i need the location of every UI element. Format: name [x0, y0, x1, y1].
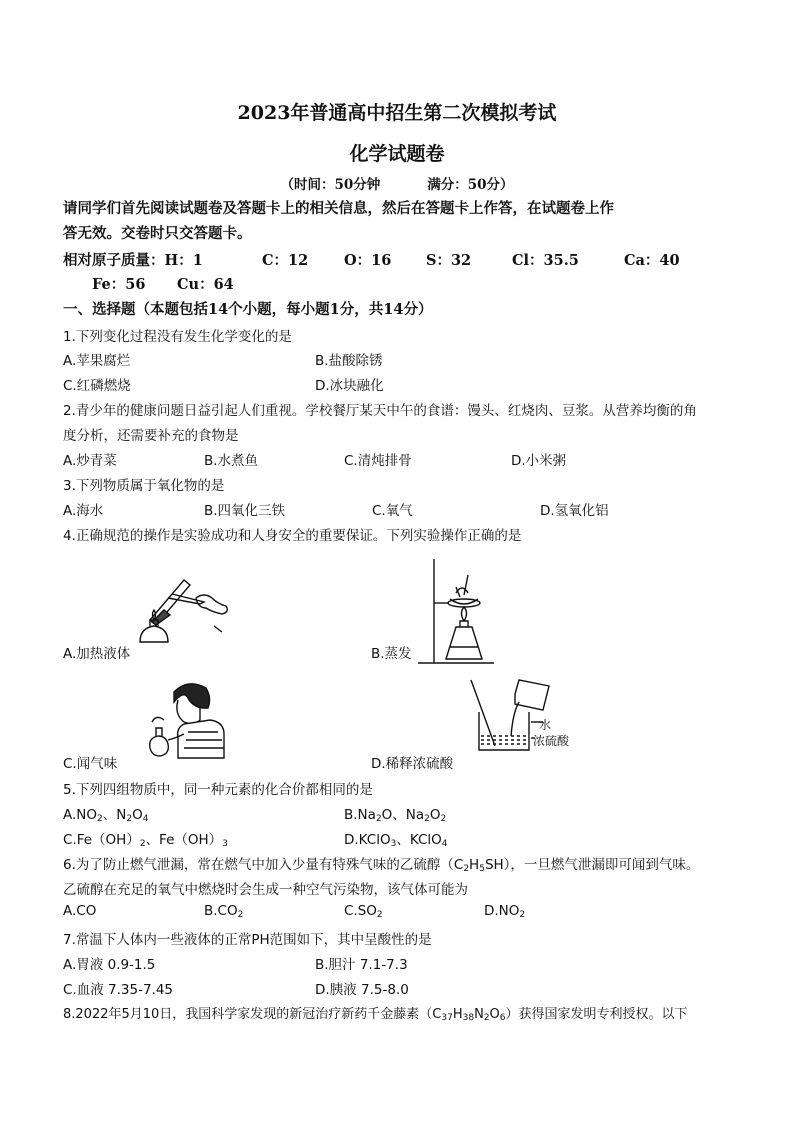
q7-stem: 7.常温下人体内一些液体的正常PH范围如下，其中呈酸性的是: [63, 932, 432, 948]
q3-option-a: A.海水: [63, 503, 104, 519]
q2-option-a: A.炒青菜: [63, 453, 117, 469]
q4-option-c: C.闻气味: [63, 756, 118, 772]
q6-stem-line-2: 乙硫醇在充足的氧气中燃烧时会生成一种空气污染物，该气体可能为: [63, 882, 468, 898]
q6-option-c: $C.SO_2$: [344, 903, 383, 920]
q3-stem: 3.下列物质属于氧化物的是: [63, 478, 225, 494]
q8-stem: 8.2022年5月10日，我国科学家发现的新冠治疗新药千金藤素$(C_{37}H_{38}N_2O_6)$获得国家发明专利授权。以下: [63, 1007, 688, 1023]
q3-option-d: D.氢氧化铝: [540, 503, 609, 519]
q1-stem: 1.下列变化过程没有发生化学变化的是: [63, 329, 292, 345]
dilution-label-water: 水: [539, 718, 552, 732]
q6-stem-line-1: 6.为了防止燃气泄漏，常在燃气中加入少量有特殊气味的乙硫醇$(C_2H_5SH)$，一旦燃气泄漏即可闻到气味。: [63, 857, 700, 874]
q7-option-d: D.胰液 7.5-8.0: [315, 982, 409, 998]
q7-option-b: B.胆汁 7.1-7.3: [315, 957, 408, 973]
exam-title: 2023年普通高中招生第二次模拟考试: [237, 102, 557, 124]
q6-option-d: $D.NO_2$: [484, 903, 526, 920]
section-1-heading: 一、选择题（本题包括14个小题，每小题1分，共14分）: [63, 301, 433, 318]
q2-stem-line-1: 2.青少年的健康问题日益引起人们重视。学校餐厅某天中午的食谱：馒头、红烧肉、豆浆。从营养均衡的角: [63, 403, 697, 419]
q1-option-a: A.苹果腐烂: [63, 353, 131, 369]
smelling-figure: [138, 678, 228, 760]
q1-option-d: D.冰块融化: [315, 378, 384, 394]
q7-option-a: A.胃液 0.9-1.5: [63, 957, 156, 973]
q6-option-a: A.CO: [63, 903, 97, 919]
q4-option-b: B.蒸发: [371, 646, 412, 662]
q5-option-c: $C.Fe(OH)_2$、$Fe(OH)_3$: [63, 832, 228, 849]
q1-option-c: C.红磷燃烧: [63, 378, 131, 394]
q3-option-c: C.氧气: [372, 503, 413, 519]
q2-option-b: B.水煮鱼: [204, 453, 259, 469]
atomic-mass-ca: Ca：40: [624, 252, 680, 269]
atomic-mass-fe: Fe：56: [92, 276, 146, 293]
heating-liquid-figure: [138, 568, 238, 648]
q2-option-d: D.小米粥: [511, 453, 567, 469]
atomic-mass-cu: Cu：64: [177, 276, 234, 293]
q3-option-b: B.四氧化三铁: [204, 503, 286, 519]
atomic-mass-label: 相对原子质量：H：1: [63, 252, 203, 269]
q2-option-c: C.清炖排骨: [344, 453, 412, 469]
q5-stem: 5.下列四组物质中，同一种元素的化合价都相同的是: [63, 782, 373, 798]
instructions-line-1: 请同学们首先阅读试题卷及答题卡上的相关信息，然后在答题卡上作答，在试题卷上作: [63, 200, 614, 217]
q6-option-b: $B.CO_2$: [204, 903, 244, 920]
dilution-label-acid: 浓硫酸: [533, 734, 570, 748]
q5-option-d: D.KClO$_3$、KClO$_4$: [344, 832, 448, 849]
instructions-line-2: 答无效。交卷时只交答题卡。: [63, 225, 252, 242]
atomic-mass-c: C：12: [262, 252, 309, 269]
q5-option-b: $B.Na_2O$、$Na_2O_2$: [344, 807, 447, 824]
q4-option-a: A.加热液体: [63, 646, 131, 662]
paper-subtitle: 化学试题卷: [349, 143, 445, 165]
exam-time-score: （时间：50分钟 满分：50分）: [280, 177, 514, 193]
q2-stem-line-2: 度分析，还需要补充的食物是: [63, 428, 239, 444]
atomic-mass-o: O：16: [344, 252, 392, 269]
q4-stem: 4.正确规范的操作是实验成功和人身安全的重要保证。下列实验操作正确的是: [63, 528, 522, 544]
q4-option-d: D.稀释浓硫酸: [371, 756, 454, 772]
q5-option-a: $A.NO_2$、$N_2O_4$: [63, 807, 149, 824]
atomic-mass-cl: Cl：35.5: [512, 252, 579, 269]
evaporation-figure: [410, 555, 500, 670]
q7-option-c: C.血液 7.35-7.45: [63, 982, 173, 998]
q1-option-b: B.盐酸除锈: [315, 353, 383, 369]
atomic-mass-s: S：32: [426, 252, 472, 269]
